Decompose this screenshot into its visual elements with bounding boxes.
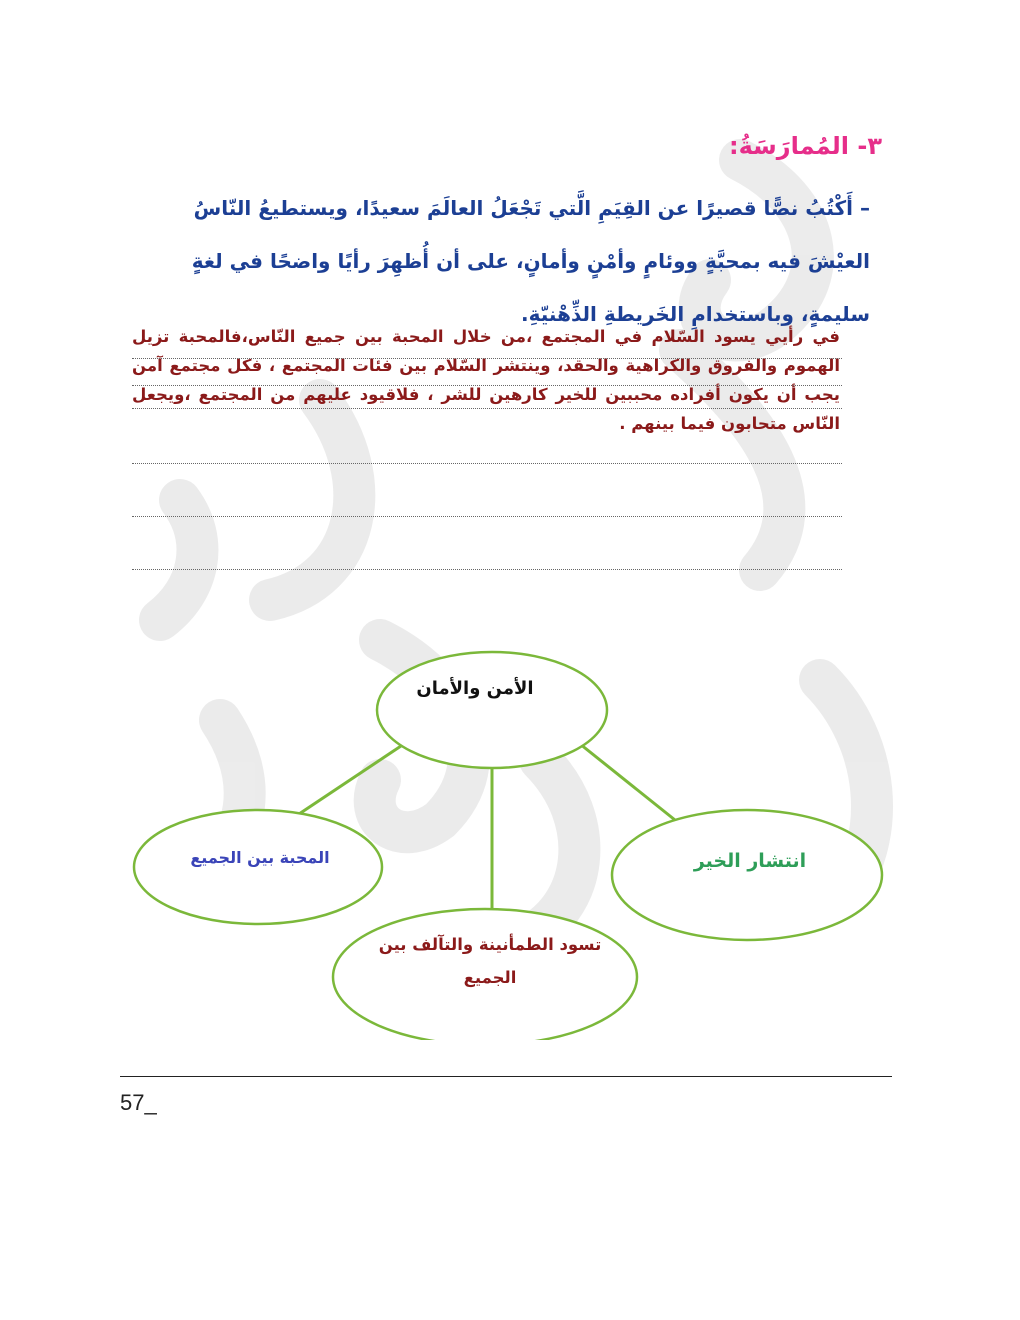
answer-line	[132, 569, 842, 570]
answer-paragraph: في رأيي يسود السّلام في المجتمع ،من خلال المحبة بين جميع النّاس،فالمحبة تزيل الهموم والفروق والكراهية والحقد، وينتشر السّلام بين فئات المجتمع ، فكل مجتمع آمن يجب أن يكون أفراده محببين للخير كارهين للشر ، فلاقيود عليهم من المجتمع ،ويجعل النّاس متحابون فيما بينهم .	[132, 327, 840, 433]
answer-line	[132, 516, 842, 517]
connector-left	[290, 740, 410, 820]
section-title: ٣- المُمارَسَةُ:	[729, 132, 882, 160]
node-center-shape	[377, 652, 607, 768]
mind-map-bottom-label: تسود الطمأنينة والتآلف بين الجميع	[378, 935, 602, 987]
node-right-shape	[612, 810, 882, 940]
worksheet-scan	[120, 120, 900, 1040]
mind-map-left-label: المحبة بين الجميع	[190, 848, 330, 867]
answer-line	[132, 408, 842, 409]
footer-divider	[120, 1076, 892, 1077]
answer-line	[132, 358, 842, 359]
answer-line	[132, 385, 842, 386]
answer-line	[132, 463, 842, 464]
exercise-instruction: – أَكْتُبُ نصًّا قصيرًا عن القِيَمِ الَّتي تَجْعَلُ العالَمَ سعيدًا، ويستطيعُ النّاسُ العيْشَ فيه بمحبَّةٍ ووئامٍ وأمْنٍ وأمانٍ، على أن أُظهِرَ رأيًا واضحًا في لغةٍ سليمةٍ، وباستخدامِ الخَريطةِ الذِّهْنيّةِ.	[191, 196, 870, 326]
mind-map-center-label: الأمن والأمان	[416, 678, 534, 699]
connector-right	[575, 740, 675, 820]
node-left-shape	[134, 810, 382, 924]
mind-map	[120, 640, 900, 1040]
page-number: 57_	[120, 1090, 157, 1115]
mind-map-right-label: انتشار الخير	[693, 850, 807, 872]
